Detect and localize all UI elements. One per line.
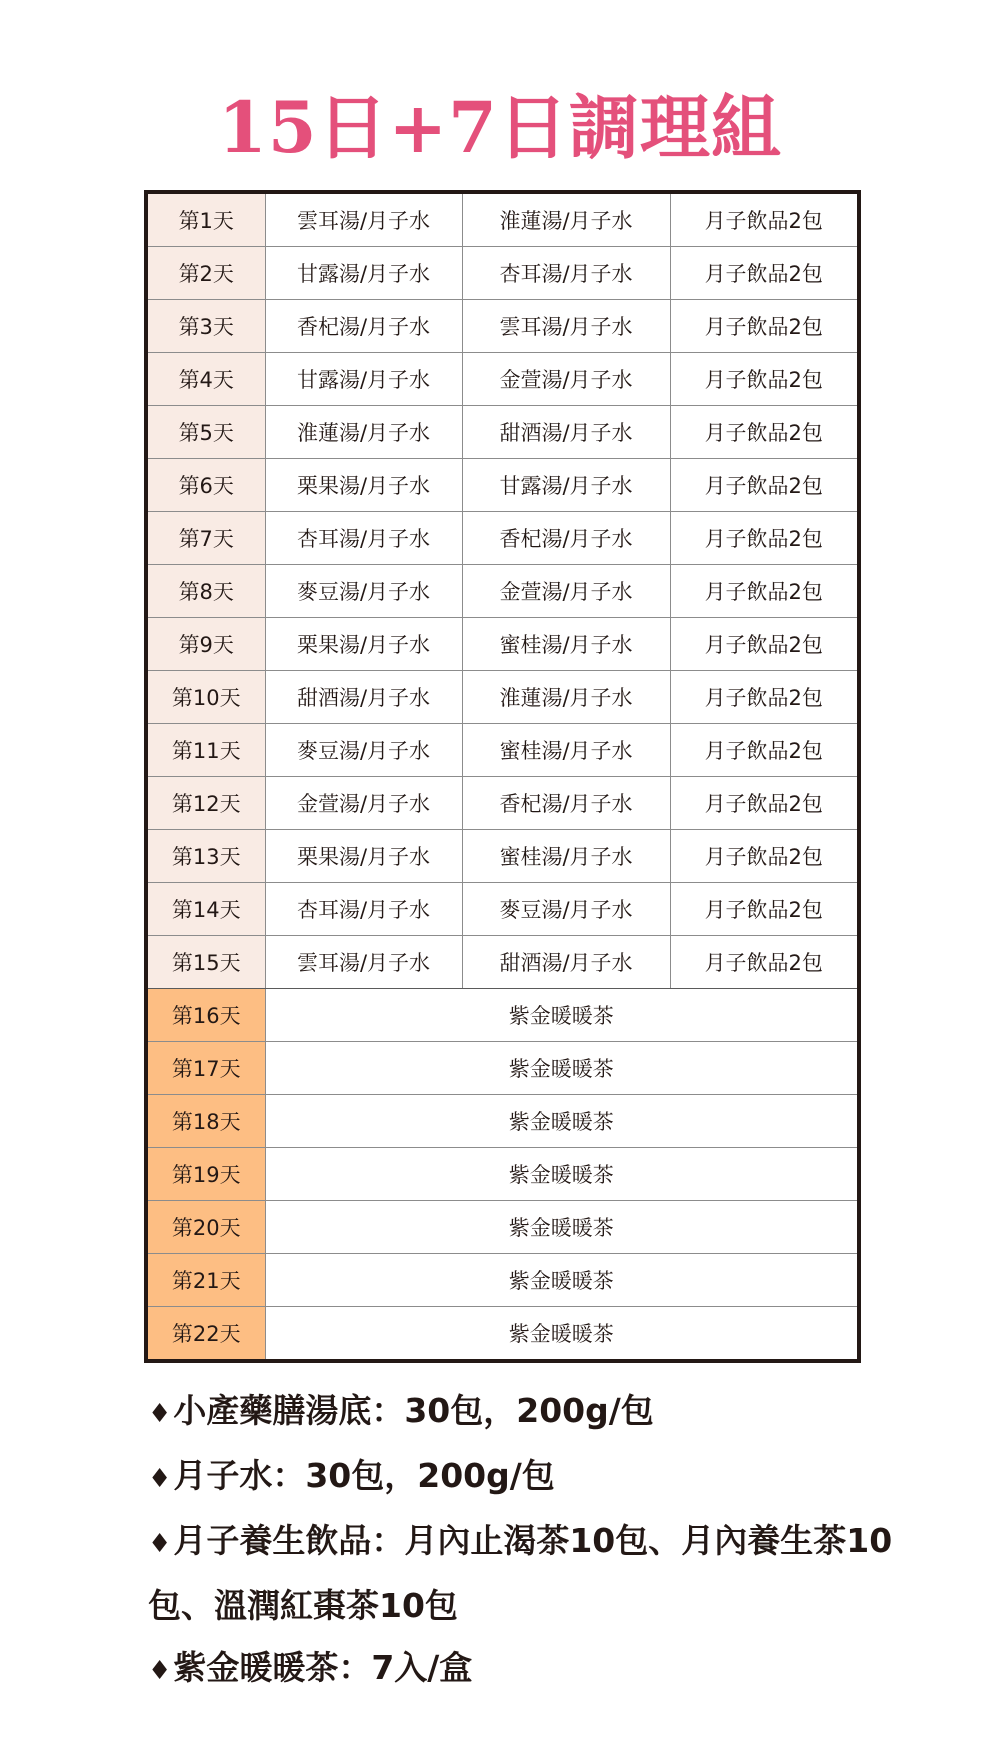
- soup-cell-2: 麥豆湯/月子水: [462, 883, 670, 936]
- tea-cell: 紫金暖暖茶: [265, 989, 859, 1042]
- table-row: [146, 618, 859, 671]
- diamond-bullet-icon: ♦: [148, 1399, 172, 1429]
- day-label: 第13天: [146, 830, 265, 883]
- soup-cell-1: 栗果湯/月子水: [265, 459, 462, 512]
- soup-cell-2: 雲耳湯/月子水: [462, 300, 670, 353]
- table-row: [146, 565, 859, 618]
- day-label: 第8天: [146, 565, 265, 618]
- day-label: 第14天: [146, 883, 265, 936]
- soup-cell-1: 甜酒湯/月子水: [265, 671, 462, 724]
- table-row: [146, 724, 859, 777]
- note-text: 月子養生飲品：月內止渴茶10包、月內養生茶10包、溫潤紅棗茶10包: [148, 1521, 893, 1625]
- day-label: 第21天: [146, 1254, 265, 1307]
- table-row: [146, 989, 859, 1042]
- soup-cell-1: 甘露湯/月子水: [265, 247, 462, 300]
- drink-cell: 月子飲品2包: [670, 777, 859, 830]
- soup-cell-1: 杏耳湯/月子水: [265, 883, 462, 936]
- soup-cell-1: 金萱湯/月子水: [265, 777, 462, 830]
- table-row: [146, 1307, 859, 1362]
- table-row: [146, 512, 859, 565]
- table-row: [146, 1095, 859, 1148]
- table-row: [146, 1042, 859, 1095]
- day-label: 第12天: [146, 777, 265, 830]
- soup-cell-1: 栗果湯/月子水: [265, 830, 462, 883]
- tea-cell: 紫金暖暖茶: [265, 1042, 859, 1095]
- soup-cell-1: 雲耳湯/月子水: [265, 192, 462, 247]
- note-line: [148, 1637, 938, 1702]
- soup-cell-2: 杏耳湯/月子水: [462, 247, 670, 300]
- tea-cell: 紫金暖暖茶: [265, 1095, 859, 1148]
- drink-cell: 月子飲品2包: [670, 512, 859, 565]
- day-label: 第5天: [146, 406, 265, 459]
- soup-cell-2: 蜜桂湯/月子水: [462, 724, 670, 777]
- table-row: [146, 353, 859, 406]
- diamond-bullet-icon: ♦: [148, 1464, 172, 1494]
- soup-cell-1: 麥豆湯/月子水: [265, 565, 462, 618]
- table-row: [146, 936, 859, 989]
- day-label: 第17天: [146, 1042, 265, 1095]
- soup-cell-1: 淮蓮湯/月子水: [265, 406, 462, 459]
- day-label: 第7天: [146, 512, 265, 565]
- tea-cell: 紫金暖暖茶: [265, 1148, 859, 1201]
- table-row: [146, 1201, 859, 1254]
- drink-cell: 月子飲品2包: [670, 353, 859, 406]
- soup-cell-2: 甜酒湯/月子水: [462, 406, 670, 459]
- day-label: 第22天: [146, 1307, 265, 1362]
- table-row: [146, 777, 859, 830]
- soup-cell-2: 香杞湯/月子水: [462, 777, 670, 830]
- soup-cell-2: 金萱湯/月子水: [462, 353, 670, 406]
- drink-cell: 月子飲品2包: [670, 618, 859, 671]
- note-line: [148, 1445, 938, 1510]
- drink-cell: 月子飲品2包: [670, 247, 859, 300]
- day-label: 第11天: [146, 724, 265, 777]
- soup-cell-2: 香杞湯/月子水: [462, 512, 670, 565]
- drink-cell: 月子飲品2包: [670, 830, 859, 883]
- day-label: 第9天: [146, 618, 265, 671]
- soup-cell-2: 甜酒湯/月子水: [462, 936, 670, 989]
- note-text: 月子水：30包，200g/包: [173, 1456, 555, 1495]
- table-row: [146, 459, 859, 512]
- table-row: [146, 247, 859, 300]
- day-label: 第18天: [146, 1095, 265, 1148]
- table-row: [146, 1254, 859, 1307]
- tea-cell: 紫金暖暖茶: [265, 1201, 859, 1254]
- note-line: [148, 1380, 938, 1445]
- soup-cell-2: 淮蓮湯/月子水: [462, 671, 670, 724]
- day-label: 第19天: [146, 1148, 265, 1201]
- soup-cell-1: 香杞湯/月子水: [265, 300, 462, 353]
- table-row: [146, 1148, 859, 1201]
- product-notes: [148, 1380, 938, 1702]
- soup-cell-1: 雲耳湯/月子水: [265, 936, 462, 989]
- table-row: [146, 883, 859, 936]
- note-text: 紫金暖暖茶：7入/盒: [173, 1648, 473, 1687]
- drink-cell: 月子飲品2包: [670, 565, 859, 618]
- day-label: 第4天: [146, 353, 265, 406]
- soup-cell-1: 甘露湯/月子水: [265, 353, 462, 406]
- drink-cell: 月子飲品2包: [670, 936, 859, 989]
- soup-cell-2: 淮蓮湯/月子水: [462, 192, 670, 247]
- schedule-table-body: [146, 192, 859, 1361]
- drink-cell: 月子飲品2包: [670, 724, 859, 777]
- soup-cell-2: 甘露湯/月子水: [462, 459, 670, 512]
- note-text: 小產藥膳湯底：30包，200g/包: [173, 1391, 654, 1430]
- day-label: 第1天: [146, 192, 265, 247]
- day-label: 第20天: [146, 1201, 265, 1254]
- day-label: 第10天: [146, 671, 265, 724]
- drink-cell: 月子飲品2包: [670, 300, 859, 353]
- table-row: [146, 192, 859, 247]
- table-row: [146, 671, 859, 724]
- day-label: 第15天: [146, 936, 265, 989]
- soup-cell-2: 蜜桂湯/月子水: [462, 830, 670, 883]
- drink-cell: 月子飲品2包: [670, 883, 859, 936]
- soup-cell-1: 栗果湯/月子水: [265, 618, 462, 671]
- tea-cell: 紫金暖暖茶: [508, 1322, 614, 1346]
- schedule-table: [144, 190, 861, 1363]
- soup-cell-1: 杏耳湯/月子水: [265, 512, 462, 565]
- day-label: 第3天: [146, 300, 265, 353]
- drink-cell: 月子飲品2包: [670, 459, 859, 512]
- day-label: 第2天: [146, 247, 265, 300]
- table-row: [146, 300, 859, 353]
- page-title: 15日+7日調理組: [218, 86, 782, 169]
- diamond-bullet-icon: ♦: [148, 1529, 172, 1559]
- soup-cell-2: 金萱湯/月子水: [462, 565, 670, 618]
- soup-cell-2: 蜜桂湯/月子水: [462, 618, 670, 671]
- soup-cell-1: 麥豆湯/月子水: [265, 724, 462, 777]
- day-label: 第16天: [146, 989, 265, 1042]
- day-label: 第6天: [146, 459, 265, 512]
- tea-cell: 紫金暖暖茶: [265, 1254, 859, 1307]
- drink-cell: 月子飲品2包: [670, 406, 859, 459]
- table-row: [146, 406, 859, 459]
- drink-cell: 月子飲品2包: [670, 671, 859, 724]
- table-row: [146, 830, 859, 883]
- diamond-bullet-icon: ♦: [148, 1656, 172, 1686]
- note-line: [148, 1510, 938, 1637]
- drink-cell: 月子飲品2包: [670, 192, 859, 247]
